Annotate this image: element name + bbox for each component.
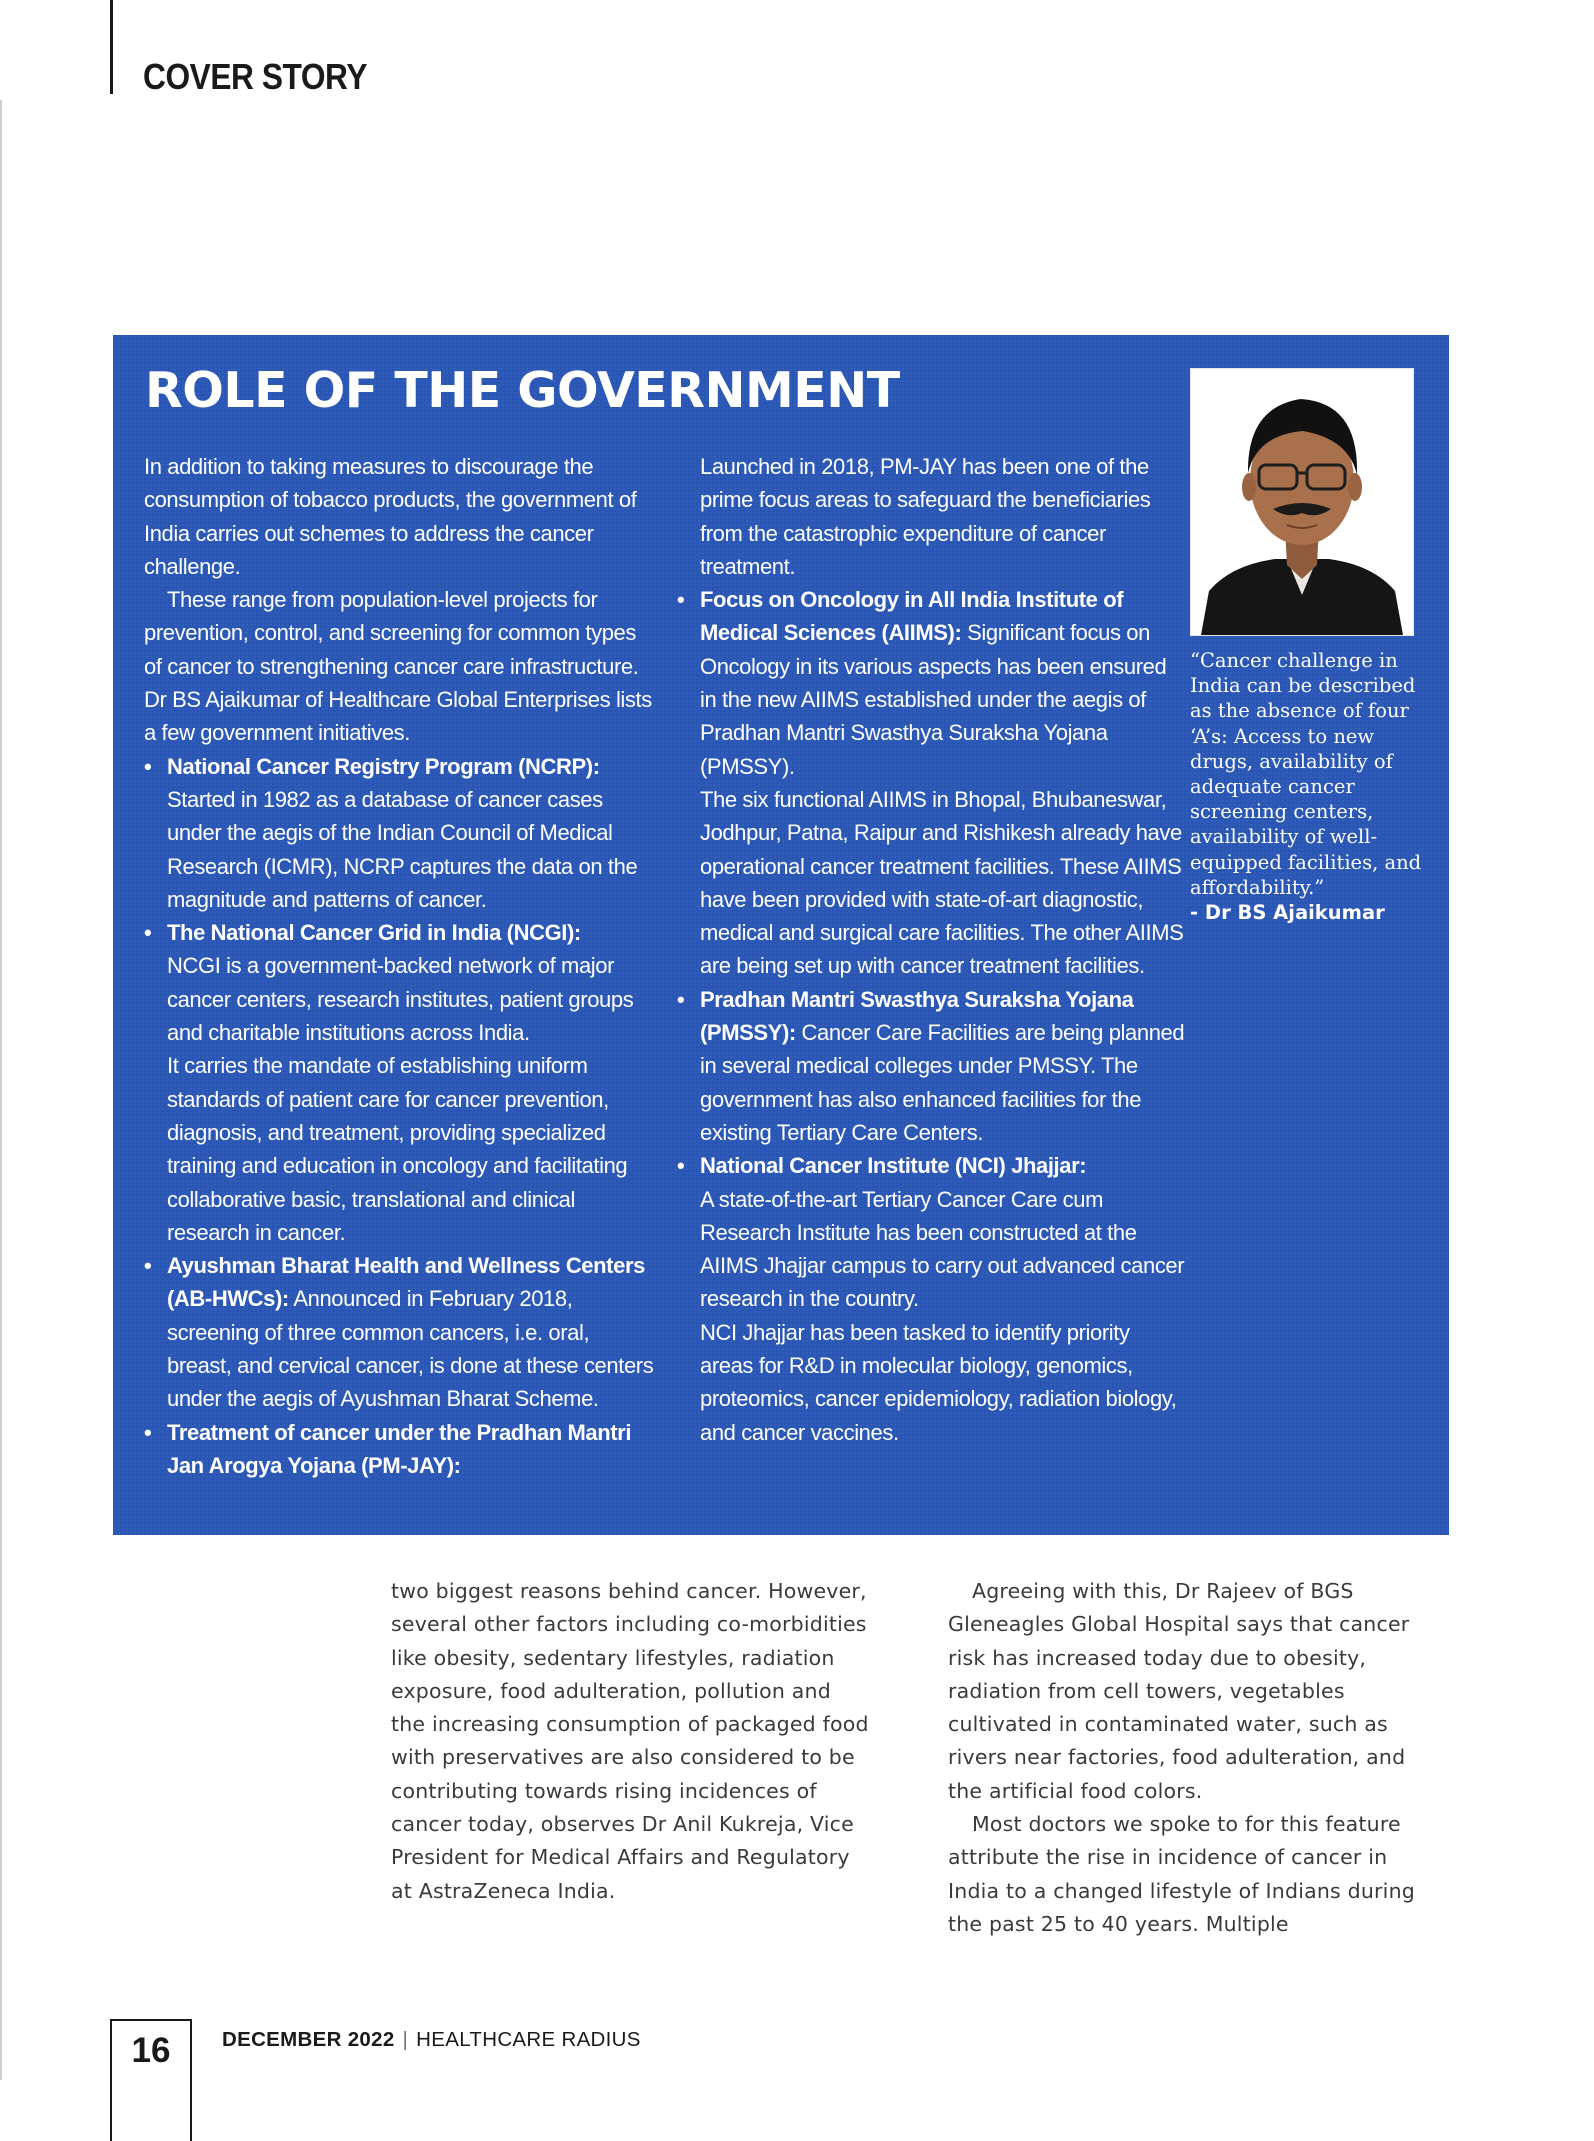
aiims-text-2: The six functional AIIMS in Bhopal, Bhubaneswar, Jodhpur, Patna, Raipur and Rishikesh already have operational cancer treatment facilities. These AIIMS have been provided with state-of-art diagnostic, medical and surgical care facilities. The other AIIMS are being set up with cancer treatment facilities. bbox=[700, 786, 1184, 979]
pull-quote-text: “Cancer challenge in India can be described as the absence of four ‘A’s: Access to new drugs, availability of adequate cancer screening centers, availability of well-equipped facilities, and affordability.” bbox=[1190, 649, 1422, 899]
article-column-right bbox=[948, 1575, 1428, 1941]
ncg-text-2: It carries the mandate of establishing uniform standards of patient care for cancer prevention, diagnosis, and treatment, providing specialized training and education in oncology and facilitating collaborative basic, translational and clinical research in cancer. bbox=[167, 1053, 628, 1245]
list-item-ncrp bbox=[144, 750, 654, 783]
abhwc-text: Announced in February 2018, screening of three common cancers, i.e. oral, breast, and cervical cancer, is done at these centers under the aegis of Ayushman Bharat Scheme. bbox=[167, 1286, 654, 1412]
sidebar-column-left bbox=[144, 450, 654, 1482]
pmssy-text: Cancer Care Facilities are being planned in several medical colleges under PMSSY. The government has also enhanced facilities for the existing Tertiary Care Centers. bbox=[700, 1020, 1185, 1145]
article-column-left bbox=[391, 1575, 871, 1908]
aiims-text-1: Significant focus on Oncology in its various aspects has been ensured in the new AIIMS established under the aegis of Pradhan Mantri Swasthya Suraksha Yojana (PMSSY). bbox=[700, 620, 1167, 779]
article-paragraph: Most doctors we spoke to for this feature attribute the rise in incidence of cancer in India to a changed lifestyle of Indians during the past 25 to 40 years. Multiple bbox=[948, 1812, 1415, 1936]
page-edge bbox=[0, 100, 2, 2080]
aiims-heading: Focus on Oncology in All India Institute of Medical Sciences (AIIMS): bbox=[700, 587, 1124, 646]
pmjay-text: Launched in 2018, PM-JAY has been one of the prime focus areas to safeguard the beneficiaries from the catastrophic expenditure of cancer treatment. bbox=[700, 454, 1151, 579]
pmjay-heading: Treatment of cancer under the Pradhan Mantri Jan Arogya Yojana (PM-JAY): bbox=[167, 1419, 632, 1478]
footer-separator: | bbox=[402, 2028, 409, 2051]
pmssy-heading: Pradhan Mantri Swasthya Suraksha Yojana (PMSSY): bbox=[700, 986, 1134, 1046]
section-rule bbox=[110, 0, 113, 94]
list-item-nci bbox=[677, 1149, 1187, 1182]
publication-name: HEALTHCARE RADIUS bbox=[416, 2028, 641, 2051]
list-item-pmjay bbox=[144, 1416, 654, 1483]
ncrp-heading: National Cancer Registry Program (NCRP): bbox=[167, 753, 600, 779]
bullet-icon: • bbox=[144, 1253, 152, 1279]
article-paragraph: two biggest reasons behind cancer. However, several other factors including co-morbidities like obesity, sedentary lifestyles, radiation exposure, food adulteration, pollution and the increasing consumption of packaged food with preservatives are also considered to be contributing towards rising incidences of cancer today, observes Dr Anil Kukreja, Vice President for Medical Affairs and Regulatory at AstraZeneca India. bbox=[391, 1579, 869, 1903]
intro-paragraph-1: In addition to taking measures to discourage the consumption of tobacco products, the government of India carries out schemes to address the cancer challenge. bbox=[144, 454, 637, 579]
intro-paragraph-2: These range from population-level projects for prevention, control, and screening for common types of cancer to strengthening cancer care infrastructure. Dr BS Ajaikumar of Healthcare Global Enterprises lists a few government initiatives. bbox=[144, 587, 652, 746]
nci-heading: National Cancer Institute (NCI) Jhajjar: bbox=[700, 1153, 1087, 1179]
abhwc-heading: Ayushman Bharat Health and Wellness Centers (AB-HWCs): bbox=[167, 1253, 645, 1312]
bullet-icon: • bbox=[144, 920, 152, 946]
bullet-icon: • bbox=[677, 1153, 685, 1179]
list-item-aiims bbox=[677, 583, 1187, 783]
page-number: 16 bbox=[131, 2031, 171, 2070]
portrait-photo-icon bbox=[1191, 369, 1413, 635]
bullet-icon: • bbox=[677, 986, 685, 1012]
bullet-icon: • bbox=[677, 587, 685, 613]
section-label: COVER STORY bbox=[143, 56, 368, 97]
ncg-heading: The National Cancer Grid in India (NCGI): bbox=[167, 920, 581, 946]
portrait-photo bbox=[1190, 368, 1414, 636]
nci-text-1: A state-of-the-art Tertiary Cancer Care cum Research Institute has been constructed at the AIIMS Jhajjar campus to carry out advanced cancer research in the country. bbox=[700, 1186, 1185, 1312]
page-number-box bbox=[110, 2019, 192, 2141]
list-item-ncg bbox=[144, 916, 654, 949]
issue-date: DECEMBER 2022 bbox=[222, 2028, 395, 2051]
ncrp-text: Started in 1982 as a database of cancer cases under the aegis of the Indian Council of Medical Research (ICMR), NCRP captures the data on the magnitude and patterns of cancer. bbox=[167, 786, 638, 912]
pull-quote bbox=[1190, 648, 1425, 925]
pull-quote-attribution: - Dr BS Ajaikumar bbox=[1190, 901, 1385, 925]
ncg-text-1: NCGI is a government-backed network of major cancer centers, research institutes, patient groups and charitable institutions across India. bbox=[167, 953, 634, 1046]
sidebar-column-middle bbox=[677, 450, 1187, 1449]
sidebar-title: ROLE OF THE GOVERNMENT bbox=[145, 362, 900, 419]
list-item-pmssy bbox=[677, 983, 1187, 1149]
nci-text-2: NCI Jhajjar has been tasked to identify priority areas for R&D in molecular biology, genomics, proteomics, cancer epidemiology, radiation biology, and cancer vaccines. bbox=[700, 1319, 1177, 1445]
bullet-icon: • bbox=[144, 1419, 152, 1445]
bullet-icon: • bbox=[144, 753, 152, 779]
article-paragraph: Agreeing with this, Dr Rajeev of BGS Gleneagles Global Hospital says that cancer risk has increased today due to obesity, radiation from cell towers, vegetables cultivated in contaminated water, such as rivers near factories, food adulteration, and the artificial food colors. bbox=[948, 1579, 1410, 1803]
list-item-abhwc bbox=[144, 1249, 654, 1415]
page-footer bbox=[222, 2028, 641, 2052]
